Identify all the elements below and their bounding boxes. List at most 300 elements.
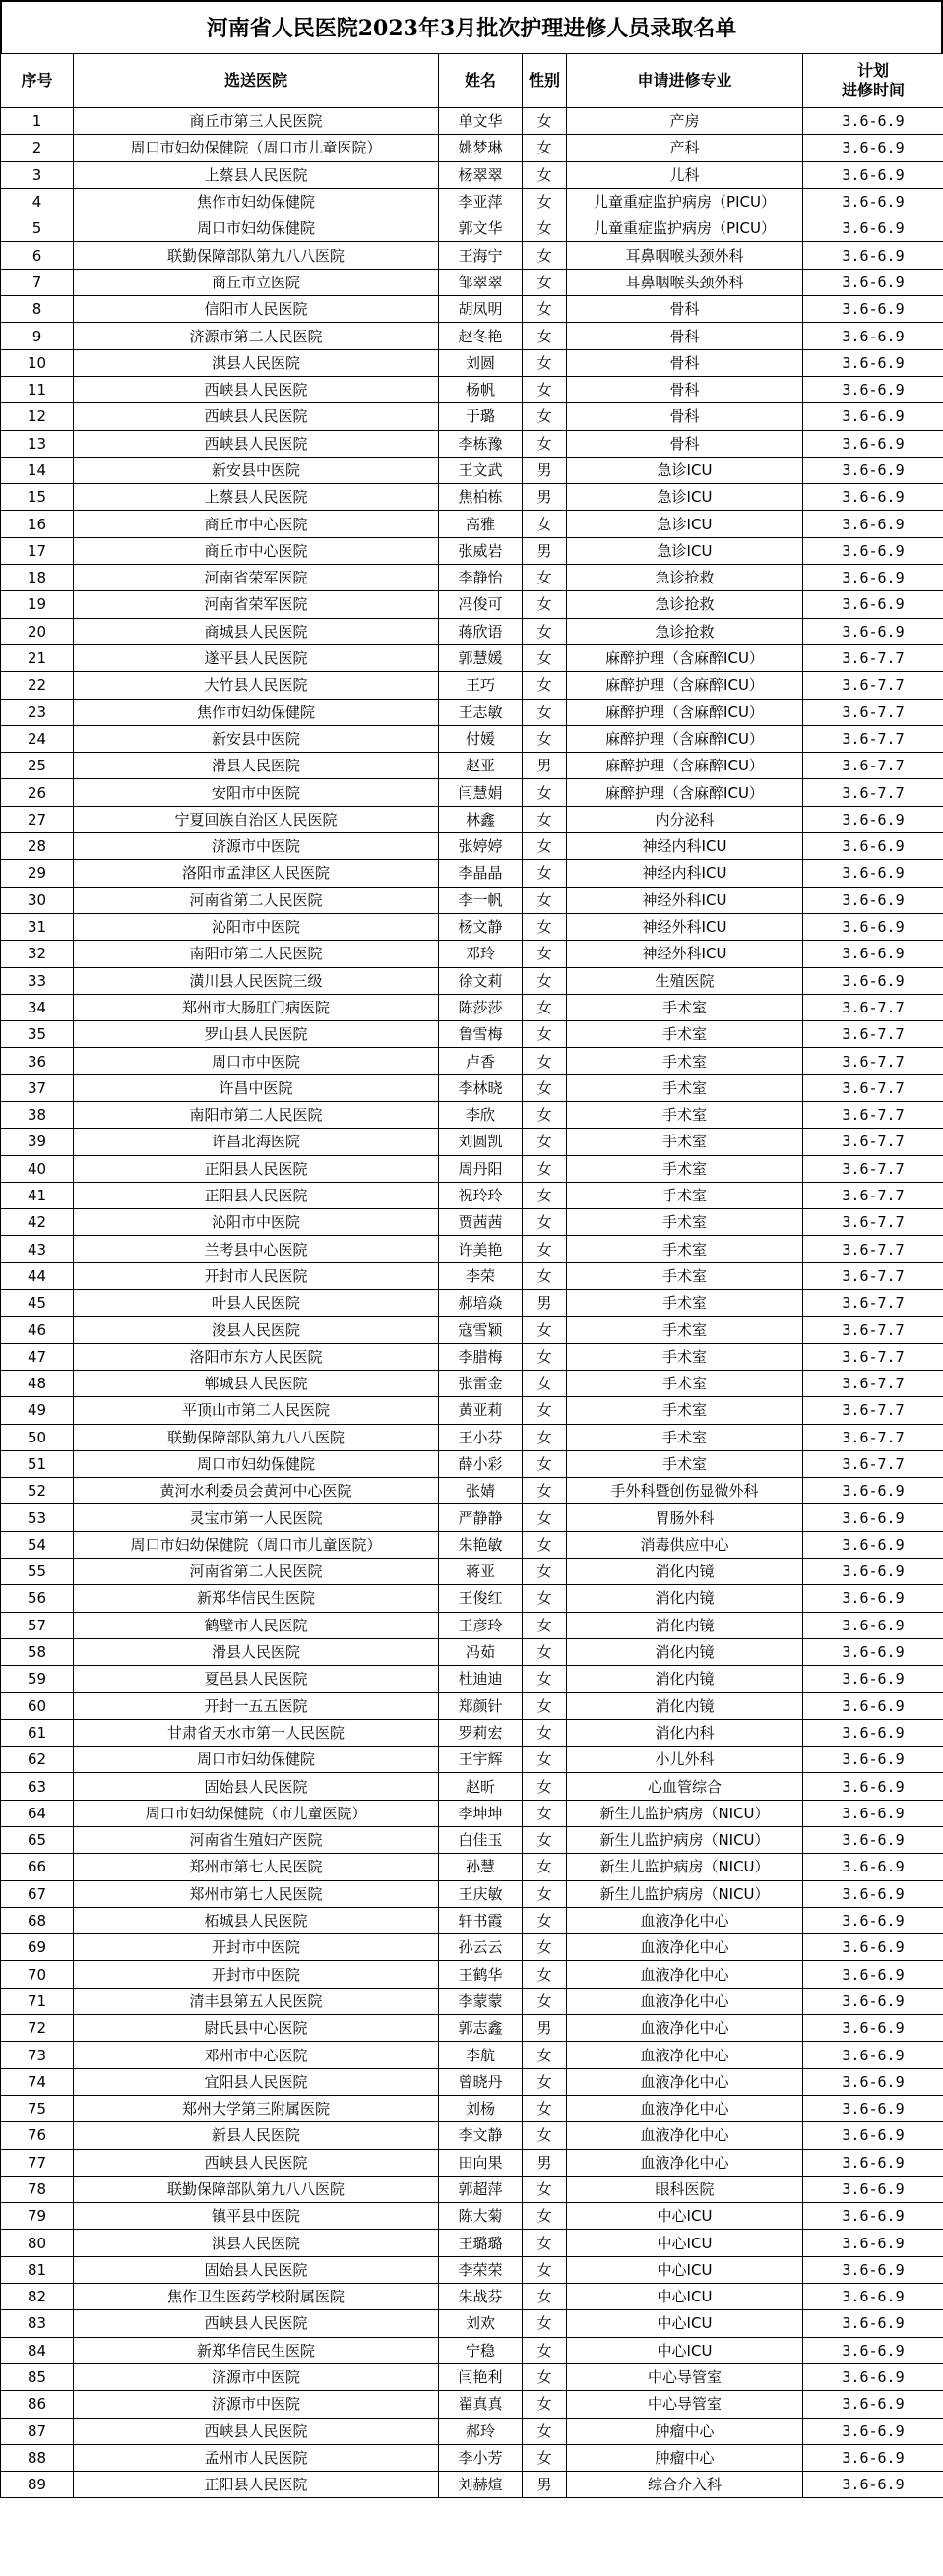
table-row xyxy=(1,242,943,269)
specialty-cell: 血液净化中心 xyxy=(567,2015,803,2042)
table-row xyxy=(1,269,943,295)
specialty-cell: 神经内科ICU xyxy=(567,833,803,860)
name-cell: 张婷婷 xyxy=(439,833,523,860)
index-cell: 30 xyxy=(1,887,74,913)
specialty-cell: 中心ICU xyxy=(567,2256,803,2283)
gender-cell: 女 xyxy=(523,1317,567,1343)
period-cell: 3.6-6.9 xyxy=(803,215,943,242)
specialty-cell: 新生儿监护病房（NICU） xyxy=(567,1827,803,1854)
index-cell: 24 xyxy=(1,725,74,752)
period-cell: 3.6-6.9 xyxy=(803,565,943,591)
period-cell: 3.6-6.9 xyxy=(803,323,943,349)
table-row xyxy=(1,161,943,188)
gender-cell: 女 xyxy=(523,242,567,269)
index-cell: 75 xyxy=(1,2095,74,2121)
period-cell: 3.6-7.7 xyxy=(803,1074,943,1101)
name-cell: 李栋豫 xyxy=(439,430,523,457)
gender-cell: 女 xyxy=(523,1692,567,1719)
name-cell: 王俊红 xyxy=(439,1585,523,1612)
gender-cell: 女 xyxy=(523,1934,567,1961)
gender-cell: 女 xyxy=(523,860,567,887)
table-row xyxy=(1,1531,943,1558)
gender-cell: 男 xyxy=(523,1290,567,1317)
gender-cell: 女 xyxy=(523,1773,567,1800)
name-cell: 李欣 xyxy=(439,1101,523,1128)
name-cell: 郑颜针 xyxy=(439,1692,523,1719)
name-cell: 杨帆 xyxy=(439,376,523,402)
period-cell: 3.6-6.9 xyxy=(803,2095,943,2121)
gender-cell: 女 xyxy=(523,1236,567,1262)
name-cell: 于璐 xyxy=(439,403,523,430)
gender-cell: 女 xyxy=(523,323,567,349)
specialty-cell: 麻醉护理（含麻醉ICU） xyxy=(567,779,803,806)
hospital-cell: 西峡县人民医院 xyxy=(74,2310,439,2337)
gender-cell: 男 xyxy=(523,457,567,483)
gender-cell: 女 xyxy=(523,618,567,644)
table-row xyxy=(1,2444,943,2471)
specialty-cell: 消化内镜 xyxy=(567,1692,803,1719)
hospital-cell: 河南省荣军医院 xyxy=(74,565,439,591)
index-cell: 45 xyxy=(1,1290,74,1317)
hospital-cell: 郑州市第七人民医院 xyxy=(74,1880,439,1907)
index-cell: 43 xyxy=(1,1236,74,1262)
specialty-cell: 急诊抢救 xyxy=(567,591,803,618)
gender-cell: 男 xyxy=(523,537,567,564)
specialty-cell: 中心导管室 xyxy=(567,2363,803,2390)
gender-cell: 女 xyxy=(523,1585,567,1612)
header-period-line1: 计划 xyxy=(856,61,889,80)
period-cell: 3.6-6.9 xyxy=(803,161,943,188)
specialty-cell: 产科 xyxy=(567,135,803,161)
gender-cell: 女 xyxy=(523,188,567,215)
index-cell: 65 xyxy=(1,1827,74,1854)
hospital-cell: 上蔡县人民医院 xyxy=(74,161,439,188)
specialty-cell: 手术室 xyxy=(567,1048,803,1074)
table-row xyxy=(1,2122,943,2149)
index-cell: 42 xyxy=(1,1209,74,1236)
index-cell: 79 xyxy=(1,2203,74,2230)
specialty-cell: 新生儿监护病房（NICU） xyxy=(567,1800,803,1826)
period-cell: 3.6-7.7 xyxy=(803,1048,943,1074)
period-cell: 3.6-6.9 xyxy=(803,1961,943,1988)
name-cell: 单文华 xyxy=(439,108,523,135)
specialty-cell: 急诊ICU xyxy=(567,484,803,511)
index-cell: 21 xyxy=(1,644,74,671)
hospital-cell: 沁阳市中医院 xyxy=(74,1209,439,1236)
name-cell: 邹翠翠 xyxy=(439,269,523,295)
index-cell: 89 xyxy=(1,2472,74,2498)
name-cell: 李亚萍 xyxy=(439,188,523,215)
name-cell: 陈莎莎 xyxy=(439,994,523,1020)
table-row xyxy=(1,1370,943,1396)
specialty-cell: 中心ICU xyxy=(567,2284,803,2310)
gender-cell: 女 xyxy=(523,2256,567,2283)
header-row xyxy=(1,54,943,108)
name-cell: 刘圆凯 xyxy=(439,1129,523,1155)
table-row xyxy=(1,1559,943,1585)
specialty-cell: 神经外科ICU xyxy=(567,887,803,913)
period-cell: 3.6-6.9 xyxy=(803,376,943,402)
table-row xyxy=(1,1692,943,1719)
gender-cell: 女 xyxy=(523,1827,567,1854)
specialty-cell: 耳鼻咽喉头颈外科 xyxy=(567,269,803,295)
index-cell: 63 xyxy=(1,1773,74,1800)
index-cell: 46 xyxy=(1,1317,74,1343)
period-cell: 3.6-7.7 xyxy=(803,753,943,779)
name-cell: 王小芬 xyxy=(439,1424,523,1450)
index-cell: 34 xyxy=(1,994,74,1020)
table-row xyxy=(1,484,943,511)
name-cell: 李静怡 xyxy=(439,565,523,591)
specialty-cell: 手术室 xyxy=(567,1450,803,1477)
hospital-cell: 黄河水利委员会黄河中心医院 xyxy=(74,1478,439,1504)
index-cell: 44 xyxy=(1,1262,74,1289)
gender-cell: 女 xyxy=(523,2444,567,2471)
hospital-cell: 开封市人民医院 xyxy=(74,1262,439,1289)
gender-cell: 女 xyxy=(523,2176,567,2202)
table-row xyxy=(1,1504,943,1531)
table-row xyxy=(1,1907,943,1933)
hospital-cell: 焦作市妇幼保健院 xyxy=(74,188,439,215)
gender-cell: 女 xyxy=(523,430,567,457)
period-cell: 3.6-6.9 xyxy=(803,967,943,994)
period-cell: 3.6-7.7 xyxy=(803,1101,943,1128)
specialty-cell: 急诊抢救 xyxy=(567,618,803,644)
index-cell: 11 xyxy=(1,376,74,402)
index-cell: 48 xyxy=(1,1370,74,1396)
hospital-cell: 开封市中医院 xyxy=(74,1961,439,1988)
period-cell: 3.6-6.9 xyxy=(803,1478,943,1504)
index-cell: 52 xyxy=(1,1478,74,1504)
name-cell: 贾茜茜 xyxy=(439,1209,523,1236)
table-row xyxy=(1,887,943,913)
hospital-cell: 柘城县人民医院 xyxy=(74,1907,439,1933)
gender-cell: 女 xyxy=(523,913,567,940)
period-cell: 3.6-6.9 xyxy=(803,1988,943,2014)
name-cell: 李晶晶 xyxy=(439,860,523,887)
specialty-cell: 麻醉护理（含麻醉ICU） xyxy=(567,672,803,699)
period-cell: 3.6-6.9 xyxy=(803,2230,943,2256)
period-cell: 3.6-7.7 xyxy=(803,1262,943,1289)
period-cell: 3.6-7.7 xyxy=(803,1236,943,1262)
period-cell: 3.6-6.9 xyxy=(803,2418,943,2444)
gender-cell: 女 xyxy=(523,215,567,242)
specialty-cell: 肿瘤中心 xyxy=(567,2444,803,2471)
index-cell: 32 xyxy=(1,941,74,967)
period-cell: 3.6-6.9 xyxy=(803,2337,943,2363)
index-cell: 14 xyxy=(1,457,74,483)
index-cell: 54 xyxy=(1,1531,74,1558)
index-cell: 83 xyxy=(1,2310,74,2337)
table-row xyxy=(1,376,943,402)
period-cell: 3.6-7.7 xyxy=(803,1343,943,1370)
gender-cell: 女 xyxy=(523,403,567,430)
table-row xyxy=(1,618,943,644)
gender-cell: 女 xyxy=(523,108,567,135)
hospital-cell: 新郑华信民生医院 xyxy=(74,1585,439,1612)
index-cell: 59 xyxy=(1,1666,74,1692)
name-cell: 田向果 xyxy=(439,2149,523,2176)
gender-cell: 女 xyxy=(523,2363,567,2390)
hospital-cell: 焦作卫生医药学校附属医院 xyxy=(74,2284,439,2310)
period-cell: 3.6-6.9 xyxy=(803,1585,943,1612)
period-cell: 3.6-7.7 xyxy=(803,1021,943,1048)
specialty-cell: 肿瘤中心 xyxy=(567,2418,803,2444)
header-period xyxy=(803,54,943,108)
name-cell: 寇雪颖 xyxy=(439,1317,523,1343)
gender-cell: 女 xyxy=(523,806,567,832)
index-cell: 40 xyxy=(1,1155,74,1182)
index-cell: 41 xyxy=(1,1182,74,1208)
period-cell: 3.6-7.7 xyxy=(803,699,943,725)
index-cell: 69 xyxy=(1,1934,74,1961)
specialty-cell: 手外科暨创伤显微外科 xyxy=(567,1478,803,1504)
period-cell: 3.6-6.9 xyxy=(803,2203,943,2230)
name-cell: 鲁雪梅 xyxy=(439,1021,523,1048)
admission-roster-table xyxy=(0,53,943,2498)
table-row xyxy=(1,1048,943,1074)
table-row xyxy=(1,1450,943,1477)
hospital-cell: 开封市中医院 xyxy=(74,1934,439,1961)
period-cell: 3.6-6.9 xyxy=(803,2444,943,2471)
hospital-cell: 商丘市第三人民医院 xyxy=(74,108,439,135)
period-cell: 3.6-6.9 xyxy=(803,537,943,564)
name-cell: 朱战芬 xyxy=(439,2284,523,2310)
gender-cell: 女 xyxy=(523,1478,567,1504)
index-cell: 57 xyxy=(1,1612,74,1638)
name-cell: 徐文莉 xyxy=(439,967,523,994)
hospital-cell: 邓州市中心医院 xyxy=(74,2042,439,2068)
period-cell: 3.6-6.9 xyxy=(803,296,943,323)
table-row xyxy=(1,215,943,242)
name-cell: 付媛 xyxy=(439,725,523,752)
table-row xyxy=(1,1236,943,1262)
hospital-cell: 沁阳市中医院 xyxy=(74,913,439,940)
name-cell: 王彦玲 xyxy=(439,1612,523,1638)
hospital-cell: 夏邑县人民医院 xyxy=(74,1666,439,1692)
specialty-cell: 手术室 xyxy=(567,1101,803,1128)
name-cell: 郭慧媛 xyxy=(439,644,523,671)
gender-cell: 女 xyxy=(523,1531,567,1558)
hospital-cell: 正阳县人民医院 xyxy=(74,2472,439,2498)
header-specialty: 申请进修专业 xyxy=(567,54,803,108)
index-cell: 67 xyxy=(1,1880,74,1907)
period-cell: 3.6-6.9 xyxy=(803,1773,943,1800)
specialty-cell: 手术室 xyxy=(567,1343,803,1370)
table-row xyxy=(1,349,943,376)
gender-cell: 女 xyxy=(523,1666,567,1692)
index-cell: 25 xyxy=(1,753,74,779)
gender-cell: 女 xyxy=(523,2042,567,2068)
table-row xyxy=(1,2337,943,2363)
table-row xyxy=(1,1747,943,1773)
index-cell: 62 xyxy=(1,1747,74,1773)
table-row xyxy=(1,1827,943,1854)
period-cell: 3.6-6.9 xyxy=(803,591,943,618)
index-cell: 12 xyxy=(1,403,74,430)
specialty-cell: 手术室 xyxy=(567,1290,803,1317)
hospital-cell: 河南省荣军医院 xyxy=(74,591,439,618)
name-cell: 李林晓 xyxy=(439,1074,523,1101)
table-row xyxy=(1,806,943,832)
period-cell: 3.6-6.9 xyxy=(803,403,943,430)
hospital-cell: 济源市第二人民医院 xyxy=(74,323,439,349)
index-cell: 4 xyxy=(1,188,74,215)
gender-cell: 女 xyxy=(523,1559,567,1585)
period-cell: 3.6-6.9 xyxy=(803,1800,943,1826)
header-gender: 性别 xyxy=(523,54,567,108)
specialty-cell: 胃肠外科 xyxy=(567,1504,803,1531)
period-cell: 3.6-6.9 xyxy=(803,430,943,457)
hospital-cell: 宜阳县人民医院 xyxy=(74,2068,439,2095)
hospital-cell: 兰考县中心医院 xyxy=(74,1236,439,1262)
table-row xyxy=(1,511,943,537)
period-cell: 3.6-7.7 xyxy=(803,644,943,671)
specialty-cell: 麻醉护理（含麻醉ICU） xyxy=(567,644,803,671)
gender-cell: 女 xyxy=(523,2068,567,2095)
specialty-cell: 急诊ICU xyxy=(567,457,803,483)
table-row xyxy=(1,2363,943,2390)
hospital-cell: 清丰县第五人民医院 xyxy=(74,1988,439,2014)
hospital-cell: 甘肃省天水市第一人民医院 xyxy=(74,1719,439,1746)
specialty-cell: 消毒供应中心 xyxy=(567,1531,803,1558)
table-row xyxy=(1,2042,943,2068)
name-cell: 朱艳敏 xyxy=(439,1531,523,1558)
table-row xyxy=(1,1988,943,2014)
index-cell: 5 xyxy=(1,215,74,242)
gender-cell: 女 xyxy=(523,699,567,725)
gender-cell: 女 xyxy=(523,1612,567,1638)
name-cell: 李荣荣 xyxy=(439,2256,523,2283)
period-cell: 3.6-7.7 xyxy=(803,1397,943,1424)
hospital-cell: 遂平县人民医院 xyxy=(74,644,439,671)
period-cell: 3.6-6.9 xyxy=(803,913,943,940)
index-cell: 49 xyxy=(1,1397,74,1424)
name-cell: 许美艳 xyxy=(439,1236,523,1262)
specialty-cell: 综合介入科 xyxy=(567,2472,803,2498)
gender-cell: 女 xyxy=(523,2337,567,2363)
index-cell: 58 xyxy=(1,1638,74,1665)
specialty-cell: 血液净化中心 xyxy=(567,1934,803,1961)
specialty-cell: 神经内科ICU xyxy=(567,860,803,887)
period-cell: 3.6-7.7 xyxy=(803,1209,943,1236)
specialty-cell: 中心ICU xyxy=(567,2230,803,2256)
specialty-cell: 儿童重症监护病房（PICU） xyxy=(567,188,803,215)
index-cell: 82 xyxy=(1,2284,74,2310)
index-cell: 36 xyxy=(1,1048,74,1074)
period-cell: 3.6-6.9 xyxy=(803,1504,943,1531)
table-row xyxy=(1,753,943,779)
table-row xyxy=(1,1478,943,1504)
gender-cell: 女 xyxy=(523,725,567,752)
gender-cell: 男 xyxy=(523,2472,567,2498)
hospital-cell: 周口市中医院 xyxy=(74,1048,439,1074)
specialty-cell: 中心ICU xyxy=(567,2337,803,2363)
specialty-cell: 产房 xyxy=(567,108,803,135)
hospital-cell: 灵宝市第一人民医院 xyxy=(74,1504,439,1531)
table-row xyxy=(1,2310,943,2337)
gender-cell: 女 xyxy=(523,269,567,295)
table-row xyxy=(1,2284,943,2310)
header-hospital: 选送医院 xyxy=(74,54,439,108)
index-cell: 73 xyxy=(1,2042,74,2068)
table-header xyxy=(1,54,943,108)
hospital-cell: 开封一五五医院 xyxy=(74,1692,439,1719)
specialty-cell: 眼科医院 xyxy=(567,2176,803,2202)
index-cell: 8 xyxy=(1,296,74,323)
name-cell: 孙慧 xyxy=(439,1854,523,1880)
index-cell: 19 xyxy=(1,591,74,618)
specialty-cell: 神经外科ICU xyxy=(567,913,803,940)
hospital-cell: 信阳市人民医院 xyxy=(74,296,439,323)
period-cell: 3.6-6.9 xyxy=(803,1719,943,1746)
hospital-cell: 罗山县人民医院 xyxy=(74,1021,439,1048)
period-cell: 3.6-6.9 xyxy=(803,2391,943,2418)
period-cell: 3.6-6.9 xyxy=(803,242,943,269)
name-cell: 黄亚莉 xyxy=(439,1397,523,1424)
table-row xyxy=(1,913,943,940)
hospital-cell: 许昌北海医院 xyxy=(74,1129,439,1155)
hospital-cell: 新郑华信民生医院 xyxy=(74,2337,439,2363)
index-cell: 2 xyxy=(1,135,74,161)
period-cell: 3.6-6.9 xyxy=(803,269,943,295)
gender-cell: 女 xyxy=(523,1504,567,1531)
specialty-cell: 儿童重症监护病房（PICU） xyxy=(567,215,803,242)
period-cell: 3.6-6.9 xyxy=(803,2256,943,2283)
gender-cell: 女 xyxy=(523,1747,567,1773)
gender-cell: 女 xyxy=(523,1800,567,1826)
period-cell: 3.6-7.7 xyxy=(803,1129,943,1155)
hospital-cell: 西峡县人民医院 xyxy=(74,2149,439,2176)
gender-cell: 女 xyxy=(523,2391,567,2418)
period-cell: 3.6-7.7 xyxy=(803,672,943,699)
specialty-cell: 中心ICU xyxy=(567,2310,803,2337)
hospital-cell: 西峡县人民医院 xyxy=(74,430,439,457)
hospital-cell: 正阳县人民医院 xyxy=(74,1182,439,1208)
table-row xyxy=(1,1719,943,1746)
name-cell: 李蒙蒙 xyxy=(439,1988,523,2014)
table-row xyxy=(1,2015,943,2042)
index-cell: 6 xyxy=(1,242,74,269)
name-cell: 胡凤明 xyxy=(439,296,523,323)
gender-cell: 女 xyxy=(523,1880,567,1907)
specialty-cell: 麻醉护理（含麻醉ICU） xyxy=(567,699,803,725)
hospital-cell: 潢川县人民医院三级 xyxy=(74,967,439,994)
specialty-cell: 中心ICU xyxy=(567,2203,803,2230)
name-cell: 祝玲玲 xyxy=(439,1182,523,1208)
gender-cell: 女 xyxy=(523,591,567,618)
hospital-cell: 济源市中医院 xyxy=(74,2363,439,2390)
name-cell: 李坤坤 xyxy=(439,1800,523,1826)
name-cell: 闫艳利 xyxy=(439,2363,523,2390)
hospital-cell: 郑州市第七人民医院 xyxy=(74,1854,439,1880)
table-row xyxy=(1,188,943,215)
specialty-cell: 手术室 xyxy=(567,1021,803,1048)
hospital-cell: 新安县中医院 xyxy=(74,725,439,752)
name-cell: 李一帆 xyxy=(439,887,523,913)
index-cell: 33 xyxy=(1,967,74,994)
table-row xyxy=(1,2149,943,2176)
name-cell: 冯茹 xyxy=(439,1638,523,1665)
hospital-cell: 滑县人民医院 xyxy=(74,1638,439,1665)
index-cell: 60 xyxy=(1,1692,74,1719)
index-cell: 38 xyxy=(1,1101,74,1128)
name-cell: 周丹阳 xyxy=(439,1155,523,1182)
hospital-cell: 固始县人民医院 xyxy=(74,2256,439,2283)
index-cell: 10 xyxy=(1,349,74,376)
name-cell: 严静静 xyxy=(439,1504,523,1531)
name-cell: 张雷金 xyxy=(439,1370,523,1396)
